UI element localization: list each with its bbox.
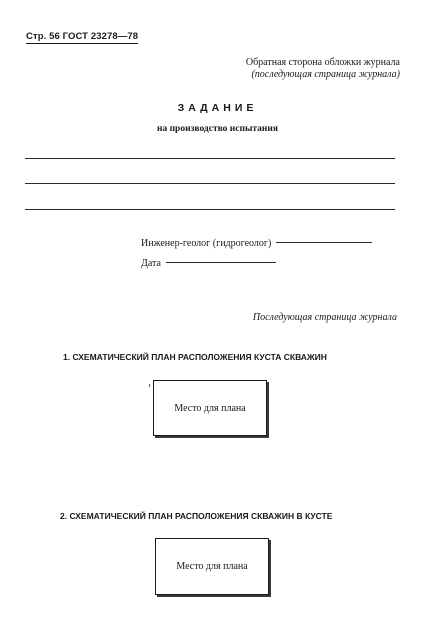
section-heading: 1. СХЕМАТИЧЕСКИЙ ПЛАН РАСПОЛОЖЕНИЯ КУСТА СКВАЖИН [63,352,327,362]
task-blank-line [25,158,395,159]
task-title: ЗАДАНИЕ [177,102,258,114]
task-blank-line [25,209,395,210]
task-blank-line [25,183,395,184]
cover-note-subline: (последующая страница журнала) [251,69,400,80]
page-header: Стр. 56 ГОСТ 23278—78 [26,31,139,42]
plan-placeholder-box [155,538,269,595]
date-line [166,262,276,263]
cover-note [246,57,400,81]
cover-note-line: Обратная сторона обложки журнала [245,57,400,68]
scan-speck [149,384,150,387]
plan-placeholder-box [153,380,267,436]
next-page-note: Последующая страница журнала [252,312,397,323]
section-heading: 2. СХЕМАТИЧЕСКИЙ ПЛАН РАСПОЛОЖЕНИЯ СКВАЖИН В КУСТЕ [60,511,333,521]
task-subtitle: на производство испытания [156,124,279,134]
plan-placeholder-label: Место для плана [174,402,246,414]
plan-placeholder-label: Место для плана [176,561,248,572]
engineer-label: Инженер-геолог (гидрогеолог) [141,238,272,249]
date-row [141,258,276,269]
engineer-signature-row [141,238,372,249]
engineer-signature-line [276,242,372,243]
date-label: Дата [141,258,161,269]
